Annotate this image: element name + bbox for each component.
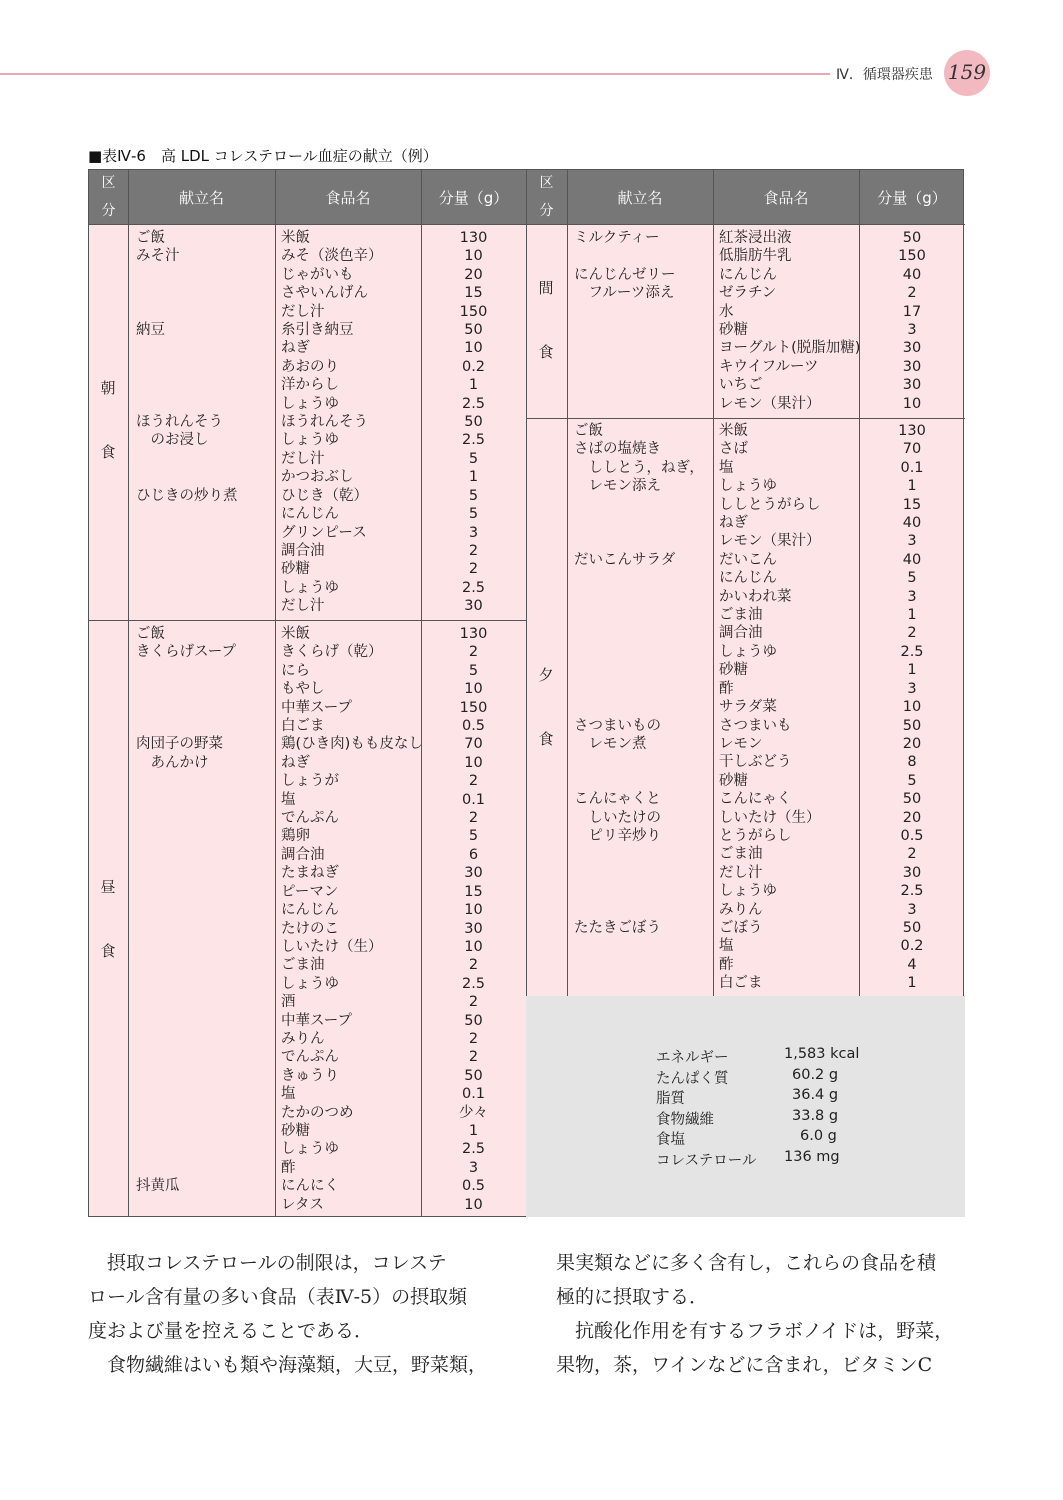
section-breakfast: 朝 食 [100,379,116,461]
nutrition-value: 6.0 g [800,1128,837,1144]
page-number: 159 [947,60,987,84]
header-amount-left: 分量（g） [438,188,509,207]
snack-amounts: 50 150 40 2 17 3 30 30 30 10 [898,230,926,412]
snack-menu: ミルクティー にんじんゼリー フルーツ添え [574,230,676,302]
rule [275,170,276,1217]
nutrition-label: たんぱく質 [656,1071,729,1087]
rule [526,418,965,419]
nutrition-summary [526,996,965,1217]
rule [128,170,129,1217]
nutrition-value: 136 mg [784,1149,840,1165]
dinner-menu: ご飯 さばの塩焼き ししとう，ねぎ， レモン添え だいこんサラダ さつまいもの レモン煮 こんにゃくと しいたけの ピリ辛炒り たたきごぼう [574,423,704,936]
dinner-foods: 米飯 さば 塩 しょうゆ ししとうがらし ねぎ レモン（果汁） だいこん にんじん かいわれ菜 ごま油 調合油 しょうゆ 砂糖 酢 サラダ菜 さつまいも レモン 干しぶどう 砂糖 こんにゃく しいたけ（生） とうがらし ごま油 だし汁 しょうゆ みりん ごぼう 塩 酢 白ごま [719,423,821,992]
header-food-left: 食品名 [325,188,371,207]
rule [89,224,965,225]
nutrition-label: エネルギー [656,1050,729,1066]
header-menu-left: 献立名 [178,188,224,207]
nutrition-value: 60.2 g [792,1067,839,1083]
nutrition-label: 食物繊維 [656,1112,714,1128]
header-rule [0,73,830,75]
section-snack: 間 食 [538,279,554,361]
rule [567,170,568,996]
header-menu-right: 献立名 [617,188,663,207]
menu-table [88,169,964,1217]
header-food-right: 食品名 [763,188,809,207]
rule [713,170,714,996]
header-section-left: 区 分 [101,175,116,219]
breakfast-menu: ご飯 みそ汁 納豆 ほうれんそう のお浸し ひじきの炒り煮 [136,230,238,504]
header-section-right: 区 分 [539,175,554,219]
table-caption: ■表Ⅳ-6 高 LDL コレステロール血症の献立（例） [88,147,438,165]
body-text-left: 摂取コレステロールの制限は，コレステ ロール含有量の多い食品（表Ⅳ-5）の摂取頻 度および量を控えることである． 食物繊維はいも類や海藻類，大豆，野菜類， [88,1252,488,1376]
snack-foods: 紅茶浸出液 低脂肪牛乳 にんじん ゼラチン 水 砂糖 ヨーグルト(脱脂加糖) キウイフルーツ いちご レモン（果汁） [719,230,861,412]
lunch-foods: 米飯 きくらげ（乾） にら もやし 中華スープ 白ごま 鶏(ひき肉)もも皮なし ねぎ しょうが 塩 でんぷん 鶏卵 調合油 たまねぎ ピーマン にんじん たけのこ しいたけ（生） ごま油 しょうゆ 酒 中華スープ みりん でんぷん きゅうり 塩 たかのつめ 砂糖 しょうゆ 酢 にんにく レタス [281,626,423,1213]
section-dinner: 夕 食 [538,666,554,748]
nutrition-label: コレステロール [656,1153,757,1169]
nutrition-value: 33.8 g [792,1108,839,1124]
body-text-right: 果実類などに多く含有し，これらの食品を積 極的に摂取する． 抗酸化作用を有するフラボノイドは，野菜， 果物，茶，ワインなどに含まれ，ビタミンC [556,1252,954,1376]
header-amount-right: 分量（g） [877,188,947,207]
lunch-amounts: 130 2 5 10 150 0.5 70 10 2 0.1 2 5 6 30 15 10 30 10 2 2.5 2 50 2 2 50 0.1 少々 1 2.5 3 0.5 10 [459,626,488,1213]
breakfast-foods: 米飯 みそ（淡色辛） じゃがいも さやいんげん だし汁 糸引き納豆 ねぎ あおのり 洋からし しょうゆ ほうれんそう しょうゆ だし汁 かつおぶし ひじき（乾） にんじん グリンピース 調合油 砂糖 しょうゆ だし汁 [281,230,383,615]
breakfast-amounts: 130 10 20 15 150 50 10 0.2 1 2.5 50 2.5 5 1 5 5 3 2 2 2.5 30 [459,230,488,615]
chapter-title: Ⅳ．循環器疾患 [836,67,933,83]
lunch-menu: ご飯 きくらげスープ 肉団子の野菜 あんかけ 抖黄瓜 [136,626,237,1195]
page-number-badge [944,50,990,96]
rule [89,620,526,621]
nutrition-label: 食塩 [656,1132,685,1148]
nutrition-value: 36.4 g [792,1087,839,1103]
nutrition-value: 1,583 kcal [784,1046,860,1062]
dinner-amounts: 130 70 0.1 1 15 40 3 40 5 3 1 2 2.5 1 3 10 50 20 8 5 50 20 0.5 2 30 2.5 3 50 0.2 4 1 [898,423,926,992]
section-lunch: 昼 食 [100,878,116,960]
nutrition-label: 脂質 [656,1091,685,1107]
